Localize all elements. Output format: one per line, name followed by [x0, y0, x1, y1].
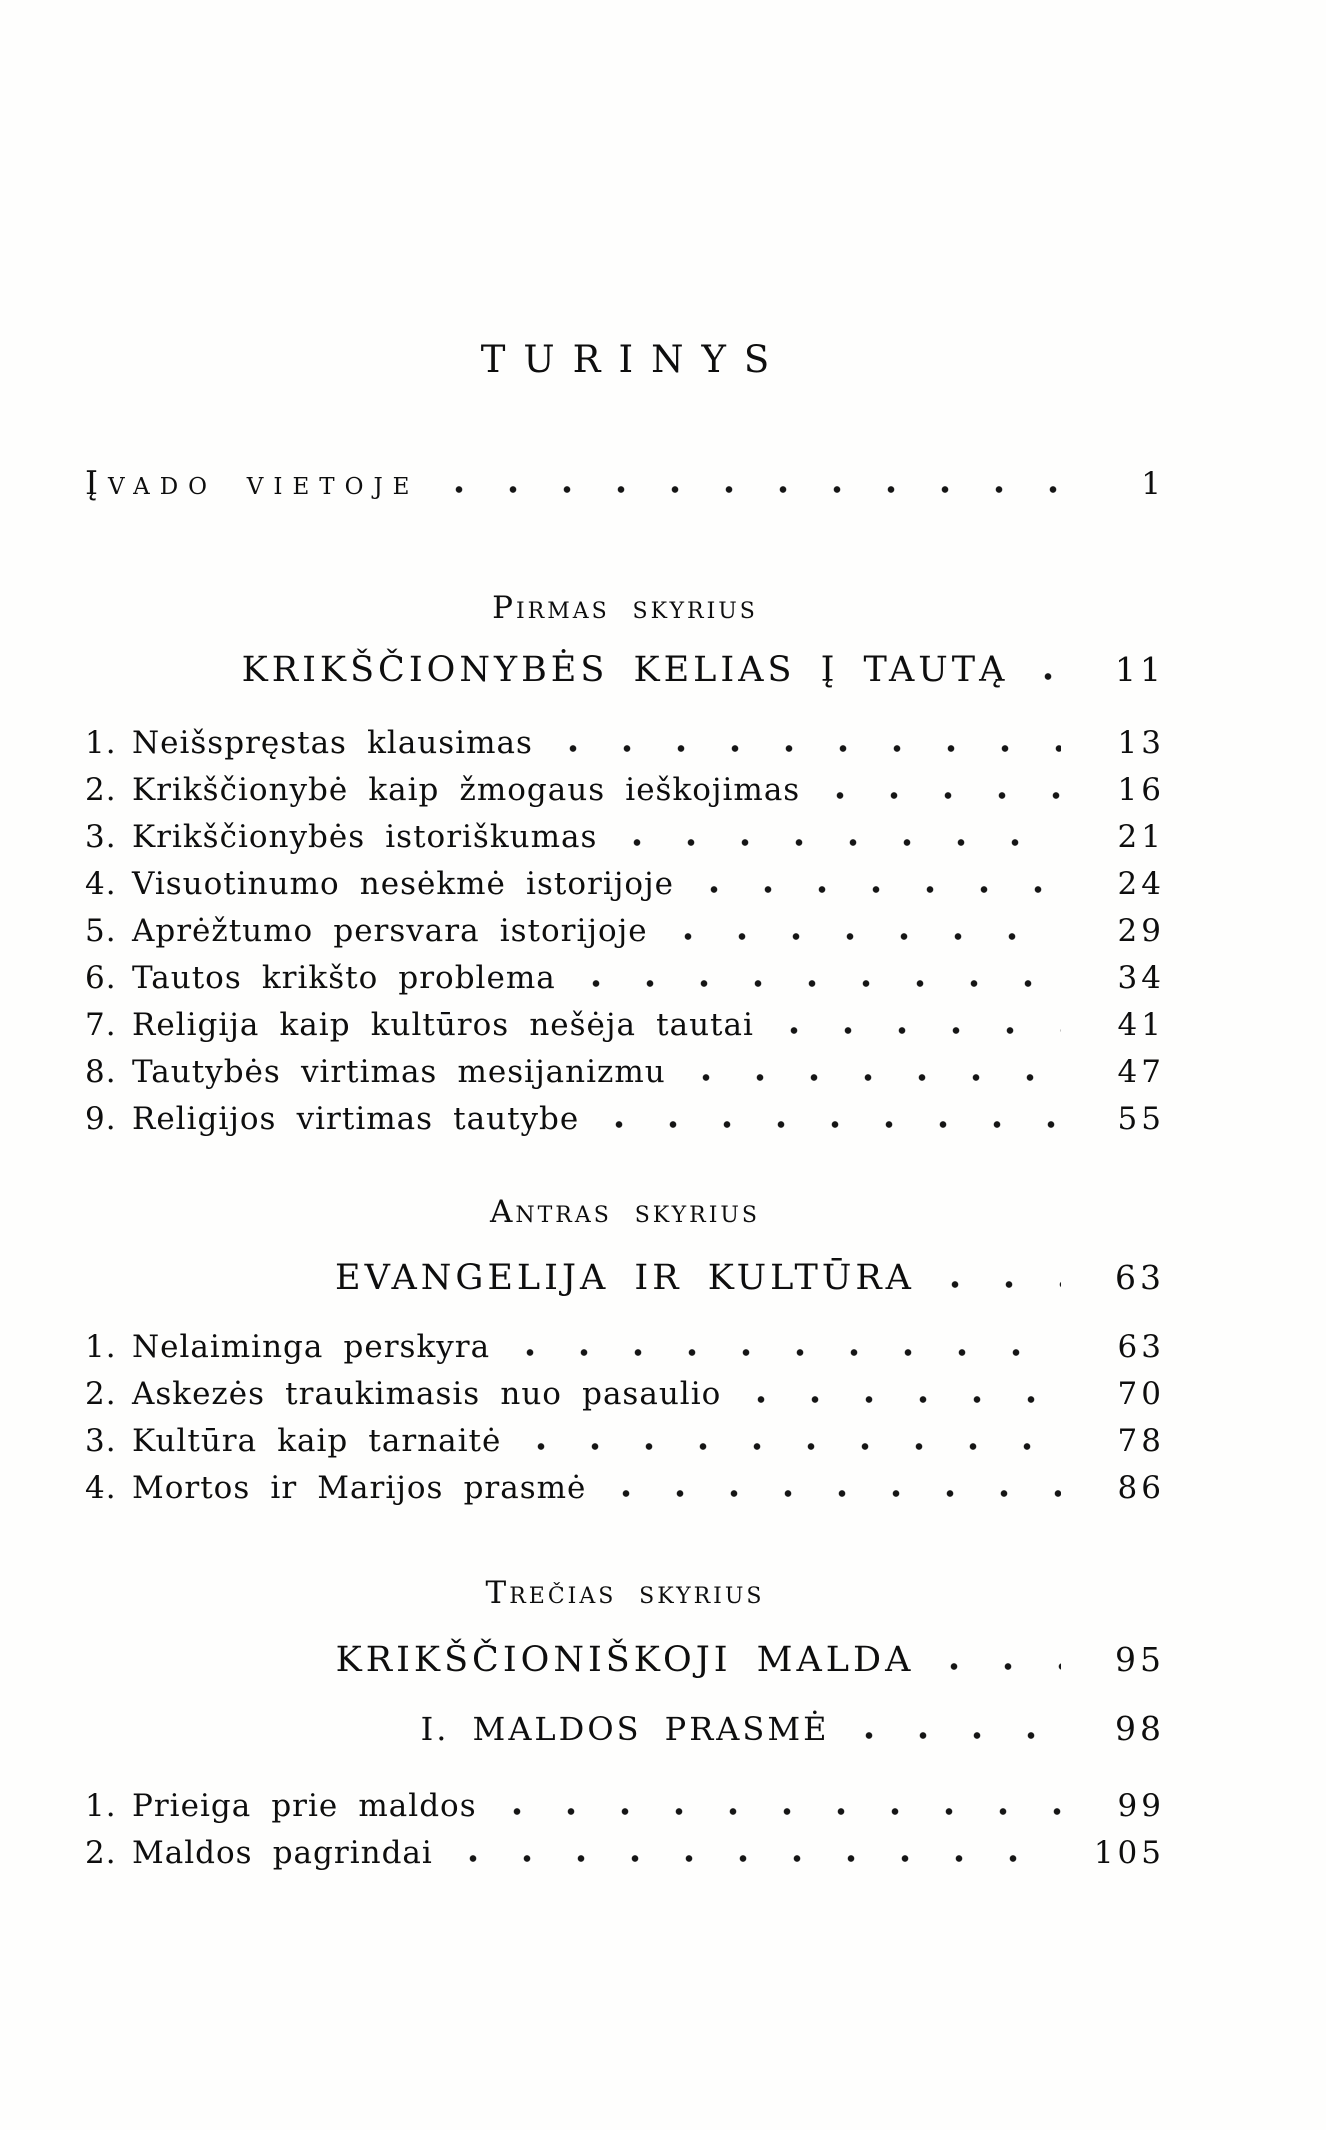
subsection-heading-row	[85, 1709, 1165, 1749]
entry-number: 1.	[85, 725, 117, 761]
toc-entry	[85, 1102, 1165, 1136]
entry-label: Visuotinumo nesėkmė istorijoje	[132, 866, 674, 902]
heading-leader-group	[914, 1638, 1165, 1682]
entry-label: Krikščionybės istoriškumas	[132, 819, 598, 855]
toc-section-pirmas-skyrius	[85, 590, 1165, 1136]
entry-number: 4.	[85, 866, 117, 902]
entry-page-number: 16	[1117, 772, 1165, 808]
subsection-page-number: 98	[1115, 1709, 1165, 1748]
entry-label: Religijos virtimas tautybe	[132, 1101, 580, 1137]
entry-label: Nelaiminga perskyra	[132, 1329, 491, 1365]
toc-entry	[85, 726, 1165, 760]
entry-label: Įvado vietoje	[85, 463, 420, 502]
entry-number: 3.	[85, 819, 117, 855]
entry-label: Prieiga prie maldos	[132, 1788, 477, 1824]
toc-section-trecias-skyrius	[85, 1575, 1165, 1870]
entry-number: 2.	[85, 772, 117, 808]
dot-leader	[441, 485, 1061, 494]
dot-leader	[555, 744, 1061, 753]
entry-page-number: 1	[1141, 466, 1165, 502]
entry-number: 2.	[85, 1835, 117, 1871]
toc-entry	[85, 1424, 1165, 1458]
toc-entry	[85, 1836, 1165, 1870]
toc-entry	[85, 773, 1165, 807]
entry-number: 7.	[85, 1007, 117, 1043]
toc-entry	[85, 1789, 1165, 1823]
dot-leader	[608, 1489, 1061, 1498]
entry-label: Tautybės virtimas mesijanizmu	[132, 1054, 666, 1090]
dot-leader	[670, 932, 1061, 941]
entry-label: Krikščionybė kaip žmogaus ieškojimas	[132, 772, 801, 808]
entry-label: Mortos ir Marijos prasmė	[132, 1470, 587, 1506]
entry-number: 1.	[85, 1788, 117, 1824]
entry-number: 4.	[85, 1470, 117, 1506]
dot-leader	[619, 838, 1061, 847]
entry-label: Aprėžtumo persvara istorijoje	[132, 913, 648, 949]
entry-label: Askezės traukimasis nuo pasaulio	[132, 1376, 722, 1412]
entry-page-number: 21	[1117, 819, 1165, 855]
entry-page-number: 47	[1117, 1054, 1165, 1090]
entry-number: 9.	[85, 1101, 117, 1137]
entry-number: 8.	[85, 1054, 117, 1090]
entry-label: Religija kaip kultūros nešėja tautai	[132, 1007, 754, 1043]
toc-entry-intro	[85, 465, 1165, 502]
section-kicker: Trečias skyrius	[485, 1575, 765, 1611]
entry-page-number: 78	[1117, 1423, 1165, 1459]
heading-leader-group	[915, 1256, 1165, 1300]
section-heading-row	[85, 648, 1165, 692]
entry-number: 1.	[85, 1329, 117, 1365]
entry-page-number: 86	[1117, 1470, 1165, 1506]
dot-leader	[578, 979, 1061, 988]
entry-label: Maldos pagrindai	[132, 1835, 433, 1871]
entry-number: 6.	[85, 960, 117, 996]
entry-label: Neišspręstas klausimas	[132, 725, 533, 761]
dot-leader	[822, 791, 1061, 800]
entry-number: 2.	[85, 1376, 117, 1412]
dot-leader	[776, 1026, 1061, 1035]
subsection-heading: I. MALDOS PRASMĖ	[420, 1710, 830, 1748]
toc-section-antras-skyrius	[85, 1194, 1165, 1505]
dot-leader	[523, 1442, 1061, 1451]
dot-leader	[696, 885, 1061, 894]
section-kicker: Antras skyrius	[490, 1194, 760, 1230]
section-entries	[85, 726, 1165, 1136]
entry-number: 5.	[85, 913, 117, 949]
heading-leader-group	[1008, 648, 1165, 692]
heading-leader-group	[829, 1709, 1165, 1749]
entry-page-number: 24	[1117, 866, 1165, 902]
dot-leader	[601, 1120, 1061, 1129]
entry-page-number: 105	[1093, 1835, 1165, 1871]
dot-leader	[743, 1395, 1061, 1404]
toc-entry	[85, 1330, 1165, 1364]
toc-entry	[85, 867, 1165, 901]
toc-entry	[85, 1471, 1165, 1505]
toc-entry	[85, 1055, 1165, 1089]
dot-leader	[936, 1662, 1061, 1671]
entry-page-number: 55	[1117, 1101, 1165, 1137]
section-entries	[85, 1330, 1165, 1505]
toc-entry	[85, 914, 1165, 948]
dot-leader	[1030, 672, 1061, 681]
dot-leader	[937, 1280, 1061, 1289]
page-title: TURINYS	[480, 338, 788, 381]
entry-page-number: 34	[1117, 960, 1165, 996]
section-kicker: Pirmas skyrius	[492, 590, 758, 626]
section-page-number: 11	[1115, 650, 1165, 689]
entry-page-number: 70	[1117, 1376, 1165, 1412]
section-page-number: 95	[1115, 1640, 1165, 1679]
section-heading: EVANGELIJA IR KULTŪRA	[335, 1258, 915, 1298]
table-of-contents	[85, 340, 1165, 1870]
dot-leader	[851, 1731, 1061, 1740]
entry-page-number: 29	[1117, 913, 1165, 949]
toc-entry	[85, 820, 1165, 854]
dot-leader	[688, 1073, 1061, 1082]
section-heading-row	[85, 1638, 1165, 1682]
dot-leader	[512, 1348, 1061, 1357]
section-heading: KRIKŠČIONIŠKOJI MALDA	[335, 1640, 915, 1680]
entry-page-number: 99	[1117, 1788, 1165, 1824]
dot-leader	[499, 1807, 1061, 1816]
toc-entry	[85, 1008, 1165, 1042]
entry-page-number: 13	[1117, 725, 1165, 761]
toc-entry	[85, 961, 1165, 995]
section-entries	[85, 1789, 1165, 1870]
dot-leader	[455, 1854, 1061, 1863]
toc-entry	[85, 1377, 1165, 1411]
entry-page-number: 41	[1117, 1007, 1165, 1043]
entry-page-number: 63	[1117, 1329, 1165, 1365]
entry-number: 3.	[85, 1423, 117, 1459]
entry-label: Kultūra kaip tarnaitė	[132, 1423, 502, 1459]
section-page-number: 63	[1115, 1258, 1165, 1297]
section-heading-row	[85, 1256, 1165, 1300]
section-heading: KRIKŠČIONYBĖS KELIAS Į TAUTĄ	[241, 650, 1009, 690]
entry-label: Tautos krikšto problema	[132, 960, 556, 996]
